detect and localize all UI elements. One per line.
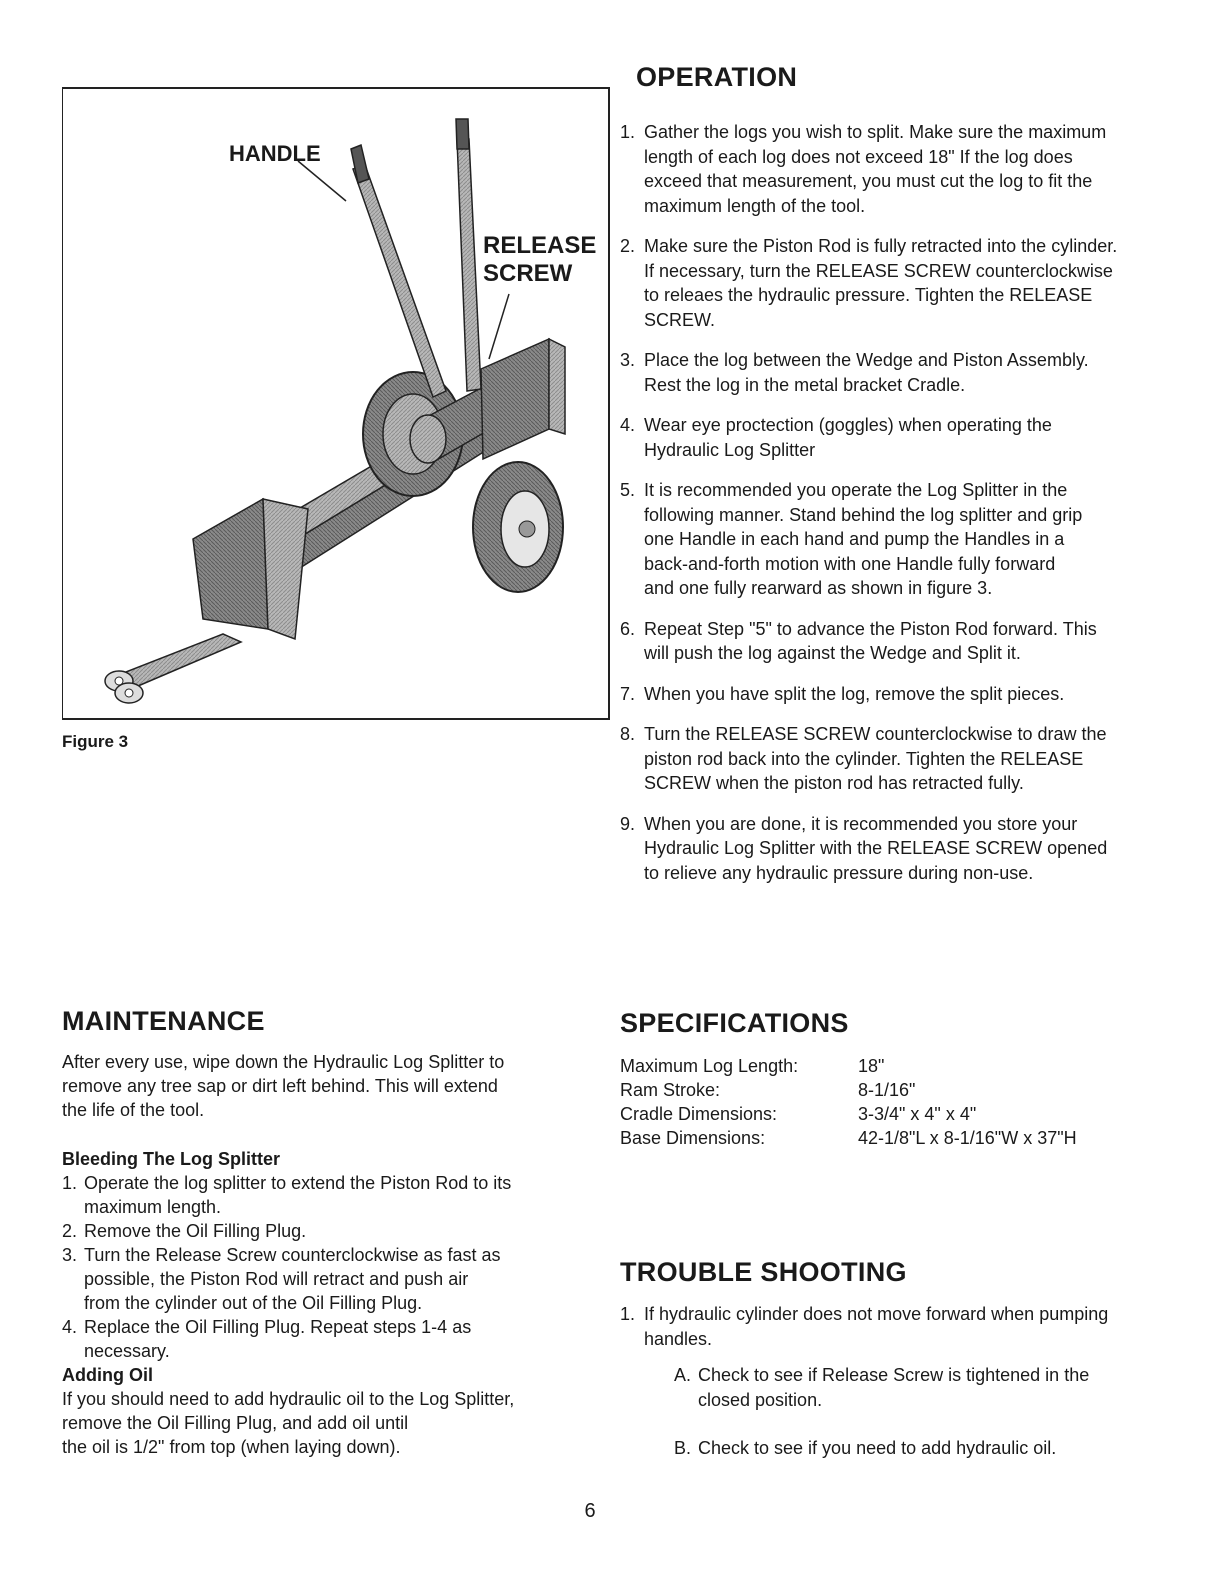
step-line: Remove the Oil Filling Plug.	[84, 1221, 307, 1241]
trouble-sub-a	[620, 1363, 1180, 1412]
step-line: Hydraulic Log Splitter with the RELEASE SCREW opened	[644, 838, 1108, 858]
step-line: Wear eye proctection (goggles) when operating the	[644, 415, 1052, 435]
operation-step	[620, 478, 1190, 601]
spec-value: 8-1/16"	[858, 1080, 916, 1100]
operation-step	[620, 120, 1190, 218]
step-line: length of each log does not exceed 18" If the log does	[644, 146, 1073, 167]
step-line: SCREW.	[644, 309, 716, 330]
step-line: and one fully rearward as shown in figure 3.	[644, 578, 993, 598]
tow-tongue	[105, 634, 241, 703]
operation-list	[620, 120, 1190, 885]
step-line: Repeat Step "5" to advance the Piston Rod forward. This	[644, 618, 1097, 639]
step-number: 9.	[620, 813, 636, 834]
step-line: piston rod back into the cylinder. Tighten the RELEASE	[644, 748, 1084, 769]
step-number: 3.	[620, 350, 636, 370]
trouble-item-1	[620, 1302, 1180, 1351]
step-line: Place the log between the Wedge and Piston Assembly.	[644, 350, 1089, 370]
step-line: one Handle in each hand and pump the Handles in a	[644, 529, 1065, 549]
bleeding-section	[62, 1147, 562, 1459]
sub-line: Check to see if you need to add hydraulic oil.	[698, 1438, 1057, 1458]
spec-row	[620, 1078, 1077, 1102]
operation-step	[620, 234, 1190, 332]
step-number: 1.	[620, 122, 636, 142]
step-line: exceed that measurement, you must cut the log to fit the	[644, 171, 1093, 191]
maintenance-intro	[62, 1050, 562, 1122]
step-line: maximum length of the tool.	[644, 195, 866, 216]
item-line: If hydraulic cylinder does not move forward when pumping	[644, 1304, 1109, 1324]
step-line: from the cylinder out of the Oil Filling Plug.	[84, 1293, 423, 1313]
step-line: When you are done, it is recommended you store your	[644, 813, 1078, 834]
bleeding-step	[62, 1243, 562, 1315]
oil-line: the oil is 1/2" from top (when laying down).	[62, 1437, 401, 1457]
step-line: Make sure the Piston Rod is fully retracted into the cylinder.	[644, 236, 1118, 256]
figure-label-release-line1: RELEASE	[483, 232, 597, 259]
front-wheel	[473, 462, 563, 592]
spec-value: 3-3/4" x 4" x 4"	[858, 1104, 977, 1124]
step-number: 7.	[620, 683, 636, 704]
step-line: Replace the Oil Filling Plug. Repeat steps 1-4 as	[84, 1317, 472, 1337]
item-number: 1.	[620, 1304, 636, 1324]
intro-line: After every use, wipe down the Hydraulic Log Splitter to	[62, 1052, 505, 1072]
step-line: It is recommended you operate the Log Splitter in the	[644, 480, 1068, 500]
spec-key: Maximum Log Length:	[620, 1056, 799, 1076]
operation-step	[620, 722, 1190, 796]
troubleshooting-item	[620, 1302, 1180, 1461]
step-line: Gather the logs you wish to split. Make sure the maximum	[644, 122, 1107, 142]
step-line: necessary.	[84, 1341, 170, 1361]
operation-step	[620, 682, 1190, 707]
adding-oil-title: Adding Oil	[62, 1365, 153, 1385]
step-line: Turn the RELEASE SCREW counterclockwise to draw the	[644, 724, 1107, 744]
release-screw-leader-line	[489, 294, 509, 359]
spec-row	[620, 1102, 1077, 1126]
figure-label-release	[483, 232, 596, 288]
item-line: handles.	[644, 1328, 713, 1349]
step-number: 1.	[62, 1173, 78, 1193]
step-number: 2.	[620, 236, 636, 256]
bleeding-step	[62, 1219, 562, 1243]
operation-step	[620, 348, 1190, 397]
figure-label-release-line2: SCREW	[483, 260, 573, 287]
oil-line: remove the Oil Filling Plug, and add oil until	[62, 1413, 409, 1433]
step-number: 4.	[62, 1317, 78, 1337]
step-number: 3.	[62, 1245, 78, 1265]
spec-key: Cradle Dimensions:	[620, 1104, 778, 1124]
bleeding-step	[62, 1171, 562, 1219]
operation-step	[620, 812, 1190, 886]
log-splitter-illustration	[63, 89, 609, 719]
oil-line: If you should need to add hydraulic oil to the Log Splitter,	[62, 1389, 515, 1409]
wedge	[193, 499, 308, 639]
step-line: Rest the log in the metal bracket Cradle.	[644, 374, 966, 395]
troubleshooting-title: TROUBLE SHOOTING	[620, 1257, 907, 1287]
step-number: 4.	[620, 415, 636, 435]
step-line: to releaes the hydraulic pressure. Tighten the RELEASE	[644, 285, 1093, 305]
figure-label-handle: HANDLE	[229, 141, 321, 166]
trouble-sub-b	[620, 1436, 1180, 1461]
pump-block	[481, 339, 565, 459]
sub-label: B.	[674, 1438, 692, 1458]
spec-value: 42-1/8"L x 8-1/16"W x 37"H	[858, 1128, 1077, 1148]
step-line: following manner. Stand behind the log splitter and grip	[644, 504, 1083, 525]
step-line: back-and-forth motion with one Handle fully forward	[644, 553, 1056, 574]
operation-step	[620, 413, 1190, 462]
step-line: possible, the Piston Rod will retract and push air	[84, 1269, 469, 1289]
step-line: to relieve any hydraulic pressure during non-use.	[644, 862, 1034, 883]
spec-key: Ram Stroke:	[620, 1080, 721, 1100]
step-number: 6.	[620, 618, 636, 639]
operation-step	[620, 617, 1190, 666]
step-line: maximum length.	[84, 1197, 222, 1217]
operation-title: OPERATION	[636, 62, 798, 92]
figure-frame	[62, 87, 610, 720]
handle-leader-line	[298, 161, 346, 201]
bleeding-title: Bleeding The Log Splitter	[62, 1149, 281, 1169]
step-line: Operate the log splitter to extend the Piston Rod to its	[84, 1173, 512, 1193]
step-number: 5.	[620, 480, 636, 500]
page-number: 6	[584, 1500, 596, 1522]
spec-row	[620, 1054, 1077, 1078]
figure-caption: Figure 3	[62, 732, 129, 751]
sub-label: A.	[674, 1365, 692, 1385]
step-line: Hydraulic Log Splitter	[644, 439, 816, 460]
spec-value: 18"	[858, 1056, 885, 1076]
step-line: Turn the Release Screw counterclockwise as fast as	[84, 1245, 501, 1265]
step-line: When you have split the log, remove the split pieces.	[644, 683, 1065, 704]
specifications-table	[620, 1054, 1077, 1150]
step-line: If necessary, turn the RELEASE SCREW counterclockwise	[644, 260, 1113, 281]
intro-line: the life of the tool.	[62, 1100, 205, 1120]
spec-row	[620, 1126, 1077, 1150]
handles	[351, 119, 481, 397]
spec-key: Base Dimensions:	[620, 1128, 766, 1148]
step-number: 2.	[62, 1221, 78, 1241]
step-line: SCREW when the piston rod has retracted fully.	[644, 773, 1024, 793]
step-line: will push the log against the Wedge and Split it.	[644, 643, 1021, 663]
sub-line: Check to see if Release Screw is tightened in the	[698, 1365, 1090, 1385]
maintenance-title: MAINTENANCE	[62, 1006, 265, 1036]
step-number: 8.	[620, 724, 636, 744]
specifications-title: SPECIFICATIONS	[620, 1008, 849, 1038]
intro-line: remove any tree sap or dirt left behind. This will extend	[62, 1076, 498, 1096]
sub-line: closed position.	[698, 1389, 823, 1410]
bleeding-step	[62, 1315, 562, 1363]
